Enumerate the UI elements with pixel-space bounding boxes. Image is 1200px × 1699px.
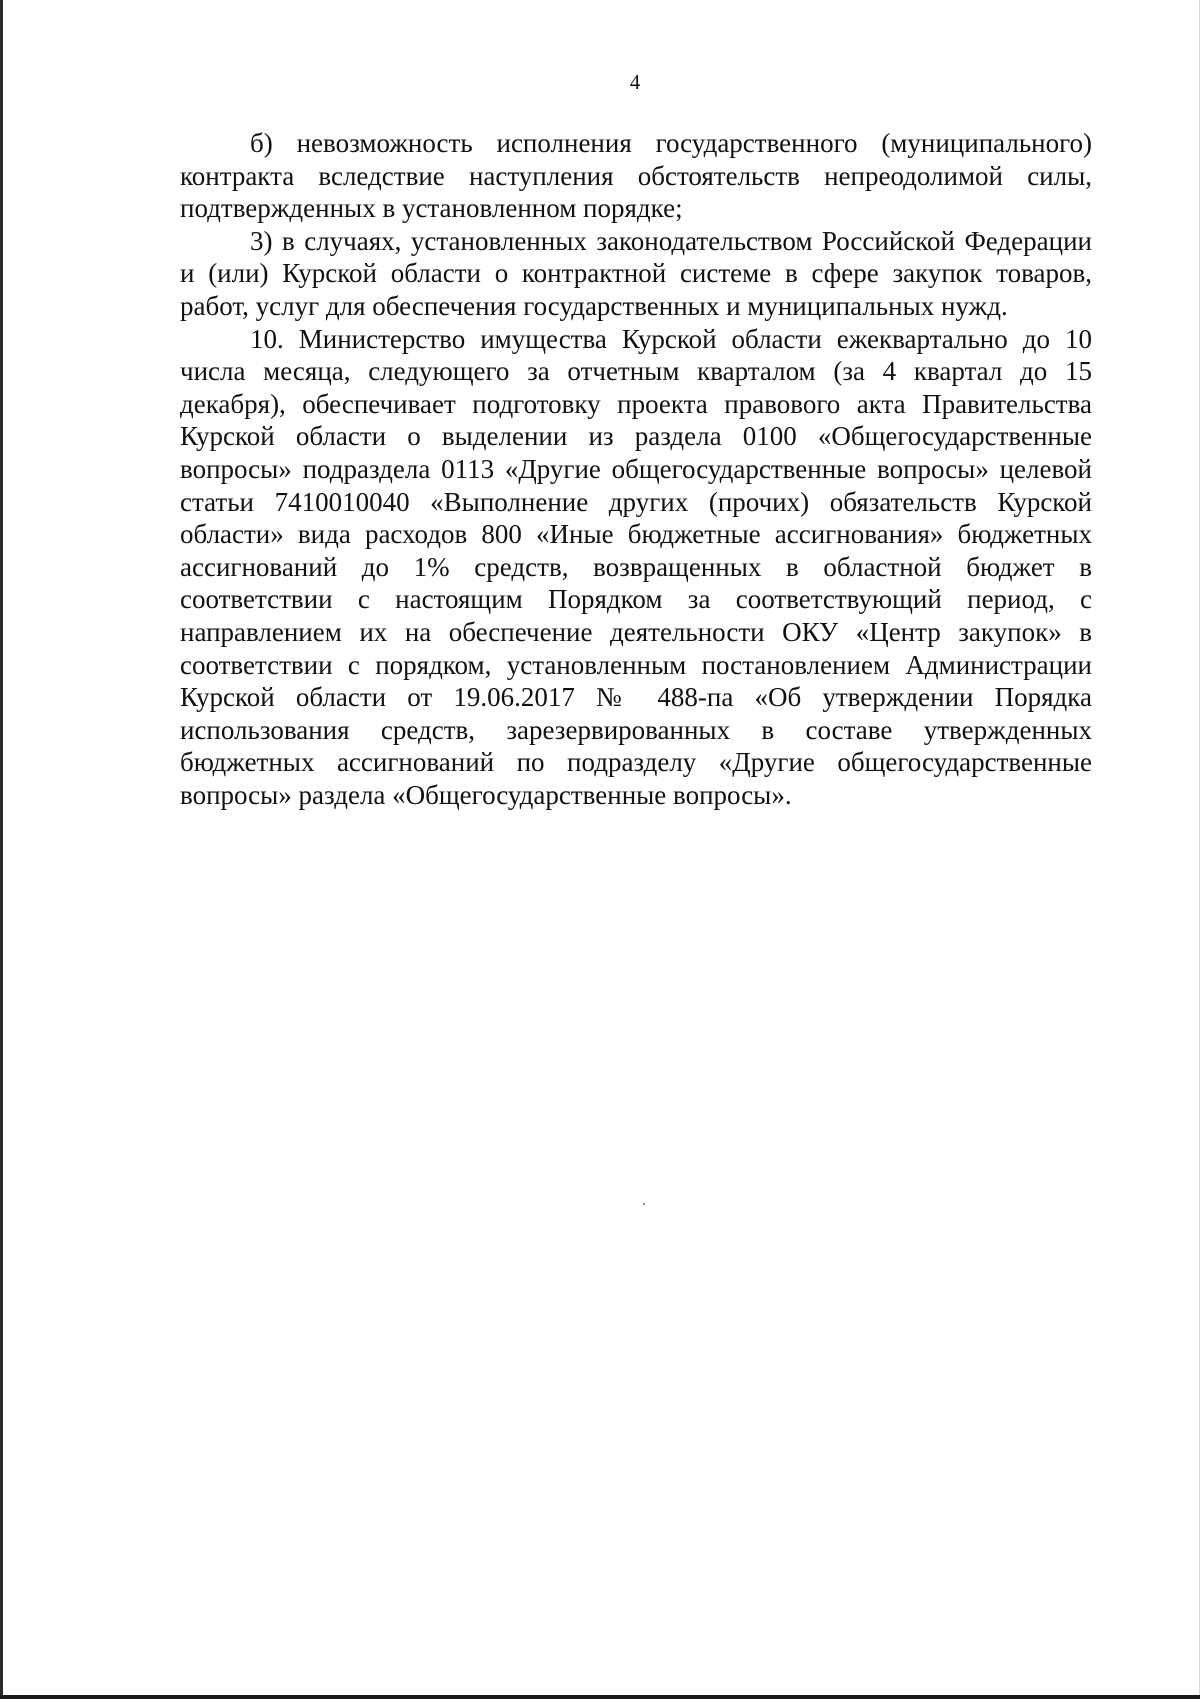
scan-speck (643, 1203, 645, 1205)
paragraph-b: б) невозможность исполнения государственного (муниципального) контракта вследствие наступления обстоятельств непреодолимой силы, подтвержденных в установленном порядке; (180, 128, 1092, 224)
document-body (180, 127, 1092, 811)
scan-edge-bottom (0, 1695, 1200, 1699)
scan-edge-left (0, 0, 3, 1699)
page-number: 4 (629, 70, 641, 94)
paragraph-3: 3) в случаях, установленных законодательством Российской Федерации и (или) Курской области о контрактной системе в сфере закупок товаров, работ, услуг для обеспечения государственных и муниципальных нужд. (180, 225, 1092, 321)
paragraph-10: 10. Министерство имущества Курской области ежеквартально до 10 числа месяца, следующего за отчетным кварталом (за 4 квартал до 15 декабря), обеспечивает подготовку проекта правового акта Правительства Курской области о выделении из раздела 0100 «Общегосударственные вопросы» подраздела 0113 «Другие общегосударственные вопросы» целевой статьи 7410010040 «Выполнение других (прочих) обязательств Курской области» вида расходов 800 «Иные бюджетные ассигнования» бюджетных ассигнований до 1% средств, возвращенных в областной бюджет в соответствии с настоящим Порядком за соответствующий период, с направлением их на обеспечение деятельности ОКУ «Центр закупок» в соответствии с порядком, установленным постановлением Администрации Курской области от 19.06.2017 № 488-па «Об утверждении Порядка использования средств, зарезервированных в составе утвержденных бюджетных ассигнований по подразделу «Другие общегосударственные вопросы» раздела «Общегосударственные вопросы». (180, 323, 1092, 810)
